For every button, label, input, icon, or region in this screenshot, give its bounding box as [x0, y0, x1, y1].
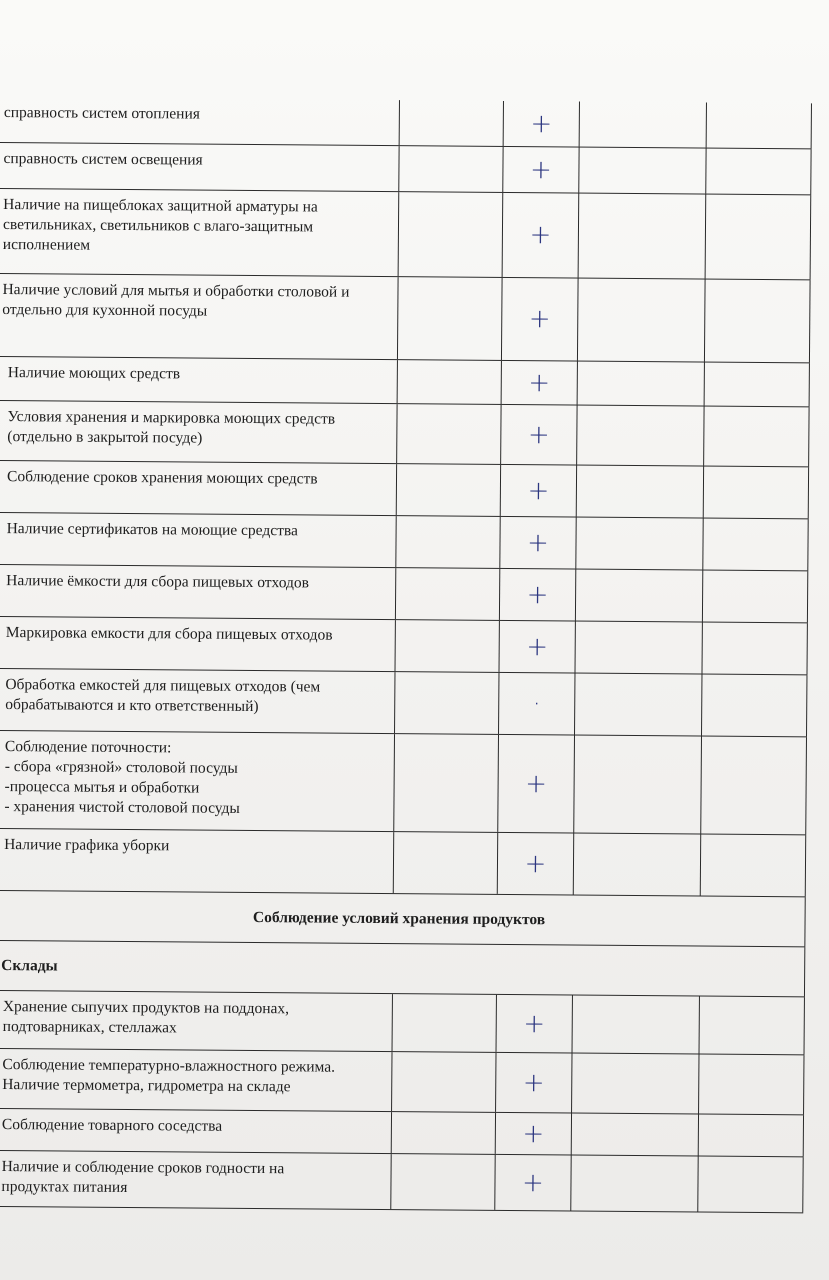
- empty-cell: [571, 1156, 698, 1212]
- table-row: [0, 1151, 804, 1213]
- criterion-cell: [0, 991, 393, 1051]
- plus-mark: +: [522, 1118, 545, 1149]
- empty-cell: [707, 103, 812, 149]
- mark-cell: [501, 465, 577, 517]
- criterion-cell: [0, 565, 396, 619]
- empty-cell: [704, 467, 809, 519]
- empty-cell: [579, 148, 706, 194]
- empty-cell: [706, 195, 812, 280]
- empty-cell: [576, 518, 703, 570]
- criterion-text: Наличие условий для мытья и обработки столовой и: [2, 281, 350, 301]
- empty-cell: [706, 149, 811, 195]
- mark-cell: [503, 193, 580, 278]
- criterion-cell: [0, 829, 394, 893]
- mark-cell: [502, 278, 579, 361]
- table-row: [0, 731, 807, 835]
- empty-cell: [398, 277, 503, 360]
- empty-cell: [392, 1112, 496, 1154]
- criterion-text: Наличие сертификатов на моющие средства: [6, 520, 298, 540]
- criterion-text: -процесса мытья и обработки: [4, 778, 200, 797]
- empty-cell: [574, 834, 701, 896]
- criterion-text: Хранение сыпучих продуктов на поддонах,: [2, 998, 290, 1018]
- criterion-cell: [0, 1151, 392, 1209]
- criterion-cell: [0, 97, 400, 145]
- empty-cell: [580, 102, 707, 148]
- table-row: [0, 274, 811, 363]
- criterion-text: Маркировка емкости для сбора пищевых отходов: [5, 624, 333, 644]
- plus-mark: +: [526, 631, 549, 662]
- table-row: [0, 401, 810, 467]
- mark-cell: [498, 735, 575, 833]
- mark-cell: [502, 361, 578, 405]
- empty-cell: [702, 623, 807, 675]
- criterion-text: продуктах питания: [1, 1178, 128, 1197]
- table-row: [0, 189, 811, 280]
- criterion-text: отдельно для кухонной посуды: [2, 301, 208, 320]
- mark-cell: [500, 569, 576, 621]
- table-row: [0, 829, 806, 897]
- criterion-text: Соблюдение сроков хранения моющих средств: [6, 468, 318, 488]
- plus-mark: +: [527, 475, 550, 506]
- empty-cell: [399, 146, 503, 192]
- plus-mark: +: [530, 108, 553, 139]
- criterion-text: Соблюдение товарного соседства: [1, 1116, 223, 1135]
- empty-cell: [575, 674, 702, 736]
- mark-cell: [499, 673, 575, 735]
- empty-cell: [701, 737, 807, 835]
- empty-cell: [703, 571, 808, 623]
- plus-mark: +: [529, 220, 552, 251]
- criterion-text: Наличие термометра, гидрометра на складе: [2, 1076, 291, 1096]
- empty-cell: [577, 406, 704, 466]
- empty-cell: [705, 363, 810, 407]
- empty-cell: [578, 362, 705, 406]
- table-row: [0, 1049, 804, 1115]
- table-row: [0, 991, 805, 1055]
- empty-cell: [391, 1154, 495, 1210]
- criterion-cell: [0, 357, 398, 403]
- plus-mark: +: [523, 1008, 546, 1039]
- criterion-text: Обработка емкостей для пищевых отходов (чем: [5, 676, 321, 696]
- criterion-text: Соблюдение температурно-влажностного режима.: [2, 1056, 336, 1076]
- criterion-text: Наличие и соблюдение сроков годности на: [1, 1158, 285, 1178]
- empty-cell: [700, 997, 805, 1055]
- empty-cell: [396, 620, 500, 672]
- criterion-text: Соблюдение поточности:: [4, 738, 172, 757]
- empty-cell: [573, 996, 700, 1054]
- empty-cell: [399, 192, 504, 277]
- mark-cell: [498, 833, 574, 895]
- empty-cell: [699, 1115, 804, 1157]
- mark-cell: [497, 995, 573, 1053]
- criterion-cell: [0, 731, 395, 831]
- dot-mark: ·: [532, 688, 542, 719]
- plus-mark: +: [525, 768, 548, 799]
- empty-cell: [701, 835, 806, 897]
- empty-cell: [578, 279, 706, 362]
- criterion-text: Условия хранения и маркировка моющих средств: [7, 408, 336, 428]
- mark-cell: [496, 1053, 572, 1113]
- criterion-text: - хранения чистой столовой посуды: [4, 798, 240, 817]
- criterion-cell: [0, 669, 395, 733]
- empty-cell: [394, 832, 498, 894]
- criterion-text: Наличие моющих средств: [7, 364, 181, 383]
- empty-cell: [392, 1052, 496, 1112]
- criterion-cell: [0, 1109, 392, 1153]
- empty-cell: [703, 519, 808, 571]
- criterion-text: - сбора «грязной» столовой посуды: [4, 758, 238, 777]
- empty-cell: [397, 404, 501, 464]
- criterion-cell: [0, 143, 400, 191]
- table-row: [0, 513, 809, 571]
- mark-cell: [503, 147, 579, 193]
- empty-cell: [394, 734, 499, 832]
- mark-cell: [501, 405, 577, 465]
- empty-cell: [574, 736, 702, 834]
- plus-mark: +: [521, 1167, 545, 1198]
- subsection-row: [0, 941, 805, 997]
- empty-cell: [396, 516, 500, 568]
- mark-cell: [496, 1113, 572, 1155]
- criterion-text: Наличие ёмкости для сбора пищевых отходов: [6, 572, 310, 592]
- mark-cell: [499, 621, 575, 673]
- criterion-cell: [0, 401, 398, 463]
- criterion-text: исполнением: [2, 236, 91, 254]
- empty-cell: [579, 194, 707, 279]
- empty-cell: [400, 100, 504, 146]
- criterion-text: обрабатываются и кто ответственный): [5, 696, 259, 716]
- table-row: [0, 97, 812, 149]
- section-row: [0, 891, 806, 947]
- plus-mark: +: [527, 419, 550, 450]
- criterion-text: Наличие графика уборки: [4, 836, 170, 855]
- empty-cell: [704, 407, 809, 467]
- subsection-title: Склады: [0, 941, 805, 996]
- empty-cell: [576, 570, 703, 622]
- empty-cell: [398, 360, 502, 404]
- plus-mark: +: [526, 579, 549, 610]
- mark-cell: [500, 517, 576, 569]
- empty-cell: [572, 1114, 699, 1156]
- criterion-cell: [0, 1049, 393, 1111]
- mark-cell: [504, 101, 580, 147]
- criterion-cell: [0, 274, 399, 359]
- empty-cell: [393, 994, 497, 1052]
- empty-cell: [699, 1055, 804, 1115]
- empty-cell: [702, 675, 807, 737]
- table-row: [0, 461, 809, 519]
- mark-cell: [495, 1155, 571, 1211]
- table-row: [0, 617, 808, 675]
- checklist-table: [0, 97, 812, 1213]
- criterion-cell: [0, 189, 399, 276]
- criterion-cell: [0, 461, 397, 515]
- plus-mark: +: [522, 1067, 545, 1098]
- empty-cell: [572, 1054, 699, 1114]
- criterion-cell: [0, 513, 397, 567]
- empty-cell: [577, 466, 704, 518]
- criterion-cell: [0, 617, 396, 671]
- plus-mark: +: [526, 527, 550, 558]
- empty-cell: [698, 1157, 803, 1213]
- criterion-text: (отдельно в закрытой посуде): [7, 428, 203, 447]
- table-row: [0, 143, 812, 195]
- empty-cell: [396, 568, 500, 620]
- section-title: Соблюдение условий хранения продуктов: [0, 891, 806, 946]
- empty-cell: [397, 464, 501, 516]
- empty-cell: [575, 622, 702, 674]
- criterion-text: справность систем освещения: [3, 150, 203, 169]
- plus-mark: +: [528, 304, 551, 335]
- criterion-text: справность систем отопления: [3, 104, 200, 123]
- table-row: [0, 357, 810, 407]
- table-row: [0, 669, 807, 737]
- criterion-text: подтоварниках, стеллажах: [2, 1018, 177, 1037]
- plus-mark: +: [528, 367, 551, 398]
- empty-cell: [395, 672, 499, 734]
- criterion-text: светильниках, светильников с влаго-защитным: [2, 216, 314, 236]
- plus-mark: +: [524, 848, 547, 879]
- empty-cell: [705, 280, 811, 363]
- table-row: [0, 1109, 804, 1157]
- criterion-text: Наличие на пищеблоках защитной арматуры на: [3, 196, 318, 216]
- plus-mark: +: [529, 154, 552, 185]
- table-row: [0, 565, 808, 623]
